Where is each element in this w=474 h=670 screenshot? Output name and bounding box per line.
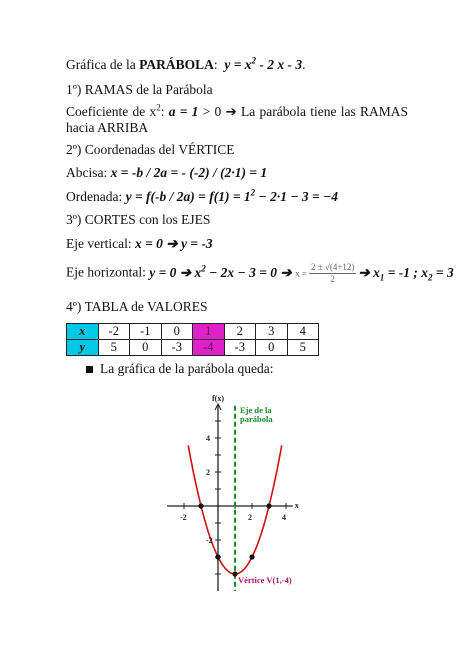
y-tick-label: 2 xyxy=(206,468,210,477)
table-cell: -3 xyxy=(224,340,256,356)
table-cell-highlight: 1 xyxy=(193,324,225,340)
symmetry-axis-label: parábola xyxy=(240,413,273,424)
x-tick-label: -2 xyxy=(180,513,187,522)
table-cell: 4 xyxy=(287,324,319,340)
y-tick-label: -2 xyxy=(206,536,213,545)
table-cell-highlight: -4 xyxy=(193,340,225,356)
table-cell: 3 xyxy=(256,324,288,340)
table-cell: 2 xyxy=(224,324,256,340)
title-text: Gráfica de la xyxy=(66,57,140,72)
table-cell: 0 xyxy=(256,340,288,356)
y-axis-label: f(x) xyxy=(212,394,224,403)
data-point xyxy=(232,571,237,576)
table-cell: -1 xyxy=(130,324,162,340)
title-dot: . xyxy=(302,57,306,72)
symmetry-axis-label: Eje de la xyxy=(240,404,272,415)
section-2-heading: 2º) Coordenadas del VÉRTICE xyxy=(66,142,235,157)
section-1-paragraph: Coeficiente de $x^2$: a = 1 > 0 ➔ La parábola tiene las RAMAS hacia ARRIBA xyxy=(66,102,408,135)
title-equation: $y = x^2 - 2$ x - 3 xyxy=(224,55,303,72)
title-bold: PARÁBOLA xyxy=(139,57,214,72)
table-cell: -2 xyxy=(98,324,130,340)
vertex-label: Vértice V(1,-4) xyxy=(238,575,292,585)
section-4-heading: 4º) TABLA de VALORES xyxy=(66,299,208,314)
y-header-cell: y xyxy=(67,340,99,356)
table-cell: 5 xyxy=(287,340,319,356)
ordenada-line: Ordenada: $y = f(-b / 2a) = f(1) = 1^2 - 2\cdot 1 - 3 = -4$ xyxy=(66,187,339,204)
table-cell: 0 xyxy=(161,324,193,340)
x-header-cell: x xyxy=(67,324,99,340)
title-colon: : xyxy=(213,57,218,72)
data-point xyxy=(215,554,220,559)
x-axis-label: x xyxy=(294,501,299,510)
table-cell: 0 xyxy=(130,340,162,356)
abcisa-line: Abcisa: x = -b / 2a = - (-2) / (2·1) = 1 xyxy=(66,165,268,180)
y-tick-label: 4 xyxy=(206,434,210,443)
section-3-heading: 3º) CORTES con los EJES xyxy=(66,212,211,227)
data-point xyxy=(249,554,254,559)
section-1-heading: 1º) RAMAS de la Parábola xyxy=(66,82,213,97)
x-tick-label: 4 xyxy=(282,513,286,522)
vertical-axis-cut-line: Eje vertical: x = 0 ➔ y = -3 xyxy=(66,236,213,251)
table-cell: -3 xyxy=(161,340,193,356)
x-tick-label: 2 xyxy=(248,513,252,522)
data-point xyxy=(266,503,271,508)
quadratic-formula: $\frac{2 \pm √(4+12)}{2}$ xyxy=(310,262,355,284)
bullet-text: La gráfica de la parábola queda: xyxy=(100,361,274,376)
table-cell: 5 xyxy=(98,340,130,356)
horizontal-axis-cut-line: Eje horizontal: y = 0 ➔ $x^2 - 2x - 3 = 0$ ➔ x = $\frac{2 \pm √(4+12)}{2}$ ➔ $x_1 = -1$ ; $x_2 = 3$ xyxy=(66,262,454,284)
formula-x-label: x = xyxy=(295,268,307,279)
data-point xyxy=(198,503,203,508)
